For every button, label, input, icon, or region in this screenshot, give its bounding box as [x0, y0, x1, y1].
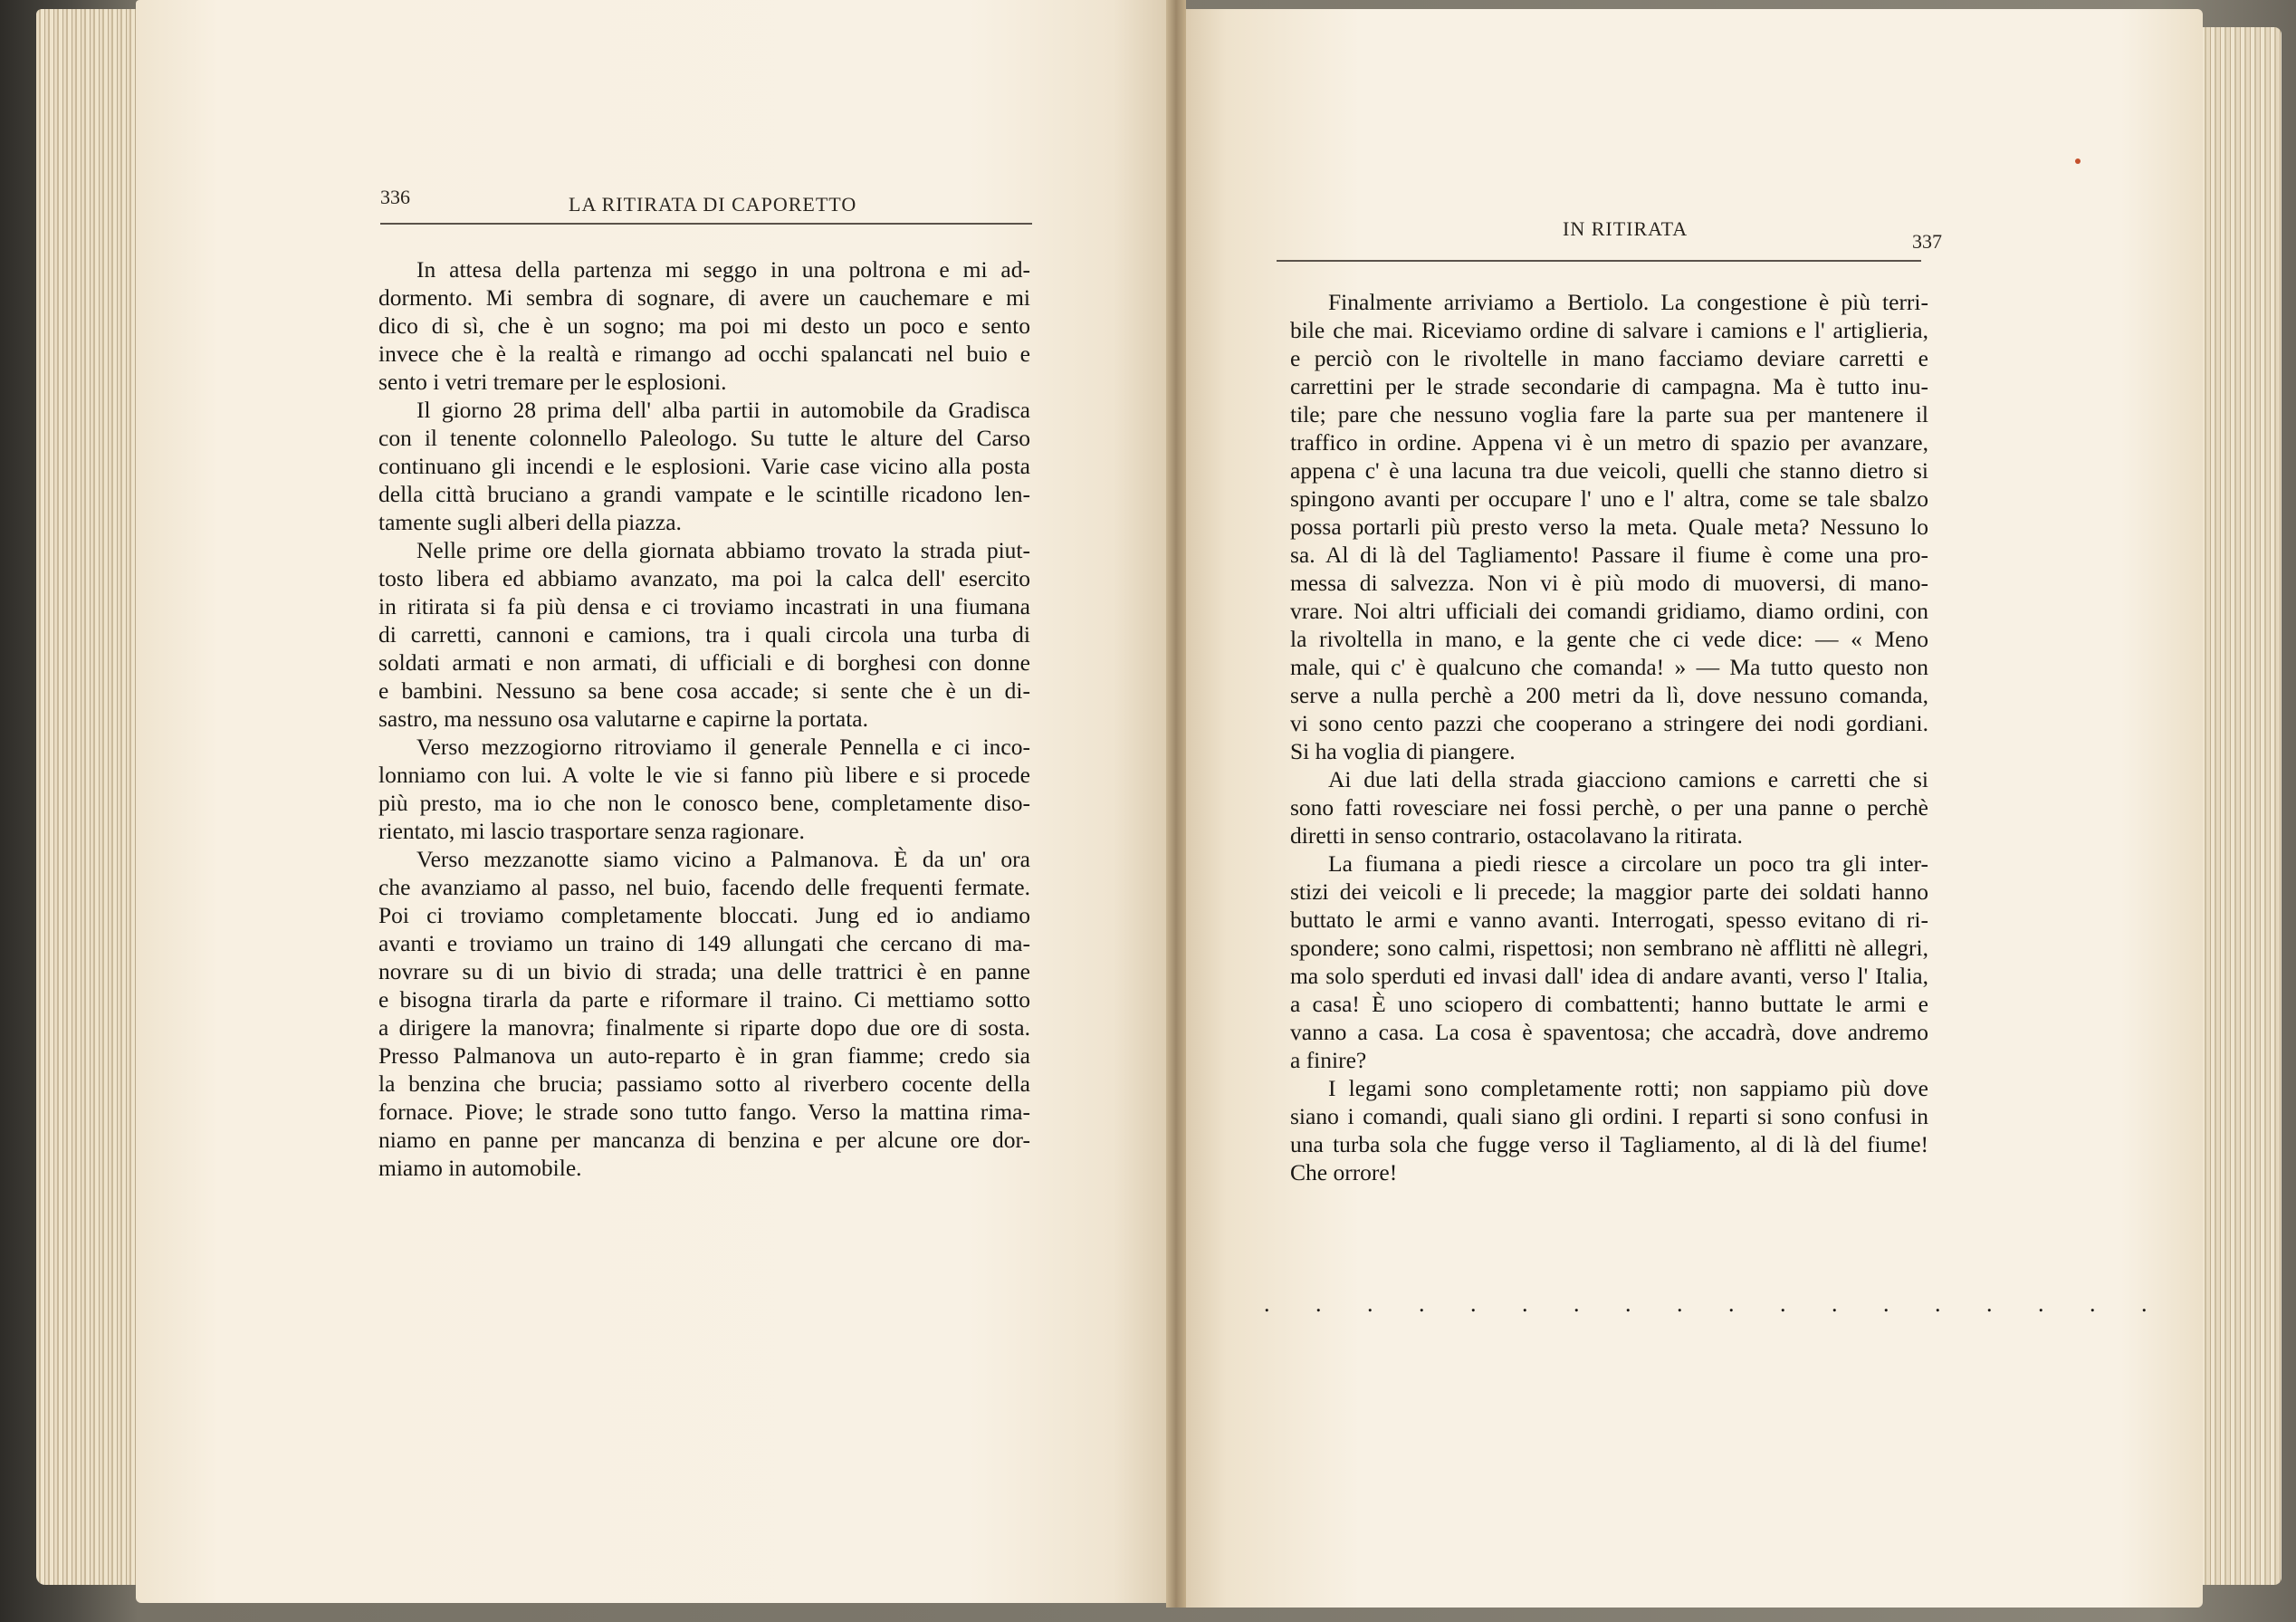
text-line: Verso mezzanotte siamo vicino a Palmanova. È da un' ora: [416, 846, 1030, 872]
left-page-body: [378, 255, 1030, 1182]
text-line: tamente sugli alberi della piazza.: [378, 509, 682, 535]
text-line: miamo in automobile.: [378, 1155, 582, 1181]
right-running-head: IN RITIRATA: [1563, 217, 1689, 240]
text-line: avanti e troviamo un traino di 149 allungati che cercano di ma-: [378, 930, 1030, 956]
text-line: di carretti, cannoni e camions, tra i quali circola una turba di: [378, 621, 1030, 648]
text-line: possa portarli più presto verso la meta. Quale meta? Nessuno lo: [1290, 513, 1928, 540]
left-page-number: 336: [380, 186, 410, 208]
paper-speck: [2075, 158, 2081, 164]
text-line: stizi dei veicoli e li precede; la maggior parte dei soldati hanno: [1290, 878, 1928, 905]
text-line: dico di sì, che è un sogno; ma poi mi desto un poco e sento: [378, 312, 1030, 339]
text-line: spingono avanti per occupare l' uno e l' altra, come se tale sbalzo: [1290, 485, 1928, 512]
text-line: fornace. Piove; le strade sono tutto fango. Verso la mattina rima-: [378, 1099, 1030, 1125]
ellipsis-dots: . . . . . . . . . . . . . . . . . .: [1264, 1291, 2167, 1317]
text-line: la benzina che brucia; passiamo sotto al riverbero cocente della: [378, 1070, 1030, 1097]
right-page-number: 337: [1912, 230, 1942, 253]
text-line: sa. Al di là del Tagliamento! Passare il fiume è come una pro-: [1290, 542, 1928, 568]
text-line: dormento. Mi sembra di sognare, di avere un cauchemare e mi: [378, 284, 1030, 311]
text-line: ma solo sperduti ed invasi dall' idea di andare avanti, verso l' Italia,: [1290, 963, 1928, 989]
text-line: I legami sono completamente rotti; non sappiamo più dove: [1328, 1075, 1928, 1101]
text-line: bile che mai. Riceviamo ordine di salvare i camions e l' artiglieria,: [1290, 317, 1928, 343]
text-line: buttato le armi e vanno avanti. Interrogati, spesso evitano di ri-: [1290, 907, 1928, 933]
text-line: carrettini per le strade secondarie di campagna. Ma è tutto inu-: [1290, 373, 1928, 399]
text-line: Presso Palmanova un auto-reparto è in gran fiamme; credo sia: [378, 1042, 1030, 1069]
text-line: invece che è la realtà e rimango ad occhi spalancati nel buio e: [378, 341, 1030, 367]
text-line: La fiumana a piedi riesce a circolare un poco tra gli inter-: [1328, 850, 1928, 877]
text-line: Il giorno 28 prima dell' alba partii in automobile da Gradisca: [416, 397, 1030, 423]
text-line: in ritirata si fa più densa e ci troviamo incastrati in una fiumana: [378, 593, 1030, 619]
text-line: tile; pare che nessuno voglia fare la parte sua per mantenere il: [1290, 401, 1928, 427]
text-line: In attesa della partenza mi seggo in una poltrona e mi ad-: [416, 256, 1030, 283]
text-line: Si ha voglia di piangere.: [1290, 738, 1516, 764]
text-line: niamo en panne per mancanza di benzina e per alcune ore dor-: [378, 1127, 1030, 1153]
text-line: serve a nulla perchè a 200 metri da lì, dove nessuno comanda,: [1290, 682, 1928, 708]
text-line: e bambini. Nessuno sa bene cosa accade; si sente che è un di-: [378, 677, 1030, 704]
right-page-edges: [2191, 27, 2282, 1585]
text-line: che avanziamo al passo, nel buio, facendo delle frequenti fermate.: [378, 874, 1030, 900]
text-line: con il tenente colonnello Paleologo. Su tutte le alture del Carso: [378, 425, 1030, 451]
text-line: e bisogna tirarla da parte e riformare il traino. Ci mettiamo sotto: [378, 986, 1030, 1013]
left-running-head: LA RITIRATA DI CAPORETTO: [569, 193, 857, 216]
text-line: appena c' è una lacuna tra due veicoli, quelli che stanno dietro si: [1290, 457, 1928, 484]
text-line: diretti in senso contrario, ostacolavano la ritirata.: [1290, 822, 1743, 849]
text-line: male, qui c' è qualcuno che comanda! » — Ma tutto questo non: [1290, 654, 1928, 680]
text-line: a dirigere la manovra; finalmente si riparte dopo due ore di sosta.: [378, 1014, 1030, 1041]
text-line: sono fatti rovesciare nei fossi perchè, o per una panne o perchè: [1290, 794, 1928, 821]
text-line: e perciò con le rivoltelle in mano facciamo deviare carretti e: [1290, 345, 1928, 371]
text-line: Poi ci troviamo completamente bloccati. Jung ed io andiamo: [378, 902, 1030, 928]
text-line: Che orrore!: [1290, 1159, 1398, 1185]
text-line: messa di salvezza. Non vi è più modo di muoversi, di mano-: [1290, 570, 1928, 596]
text-line: soldati armati e non armati, di ufficiali e di borghesi con donne: [378, 649, 1030, 676]
text-line: siano i comandi, quali siano gli ordini. I reparti si sono confusi in: [1290, 1103, 1928, 1129]
text-line: lonniamo con lui. A volte le vie si fanno più libere e si procede: [378, 762, 1030, 788]
book-gutter: [1166, 0, 1186, 1608]
text-line: rientato, mi lascio trasportare senza ragionare.: [378, 818, 805, 844]
text-line: continuano gli incendi e le esplosioni. Varie case vicino alla posta: [378, 453, 1030, 479]
text-line: sento i vetri tremare per le esplosioni.: [378, 369, 727, 395]
text-line: spondere; sono calmi, rispettosi; non sembrano nè afflitti nè allegri,: [1290, 935, 1928, 961]
text-line: traffico in ordine. Appena vi è un metro di spazio per avanzare,: [1290, 429, 1928, 456]
text-line: più presto, ma io che non le conosco bene, completamente diso-: [378, 790, 1030, 816]
text-line: Finalmente arriviamo a Bertiolo. La congestione è più terri-: [1328, 289, 1928, 315]
text-line: Nelle prime ore della giornata abbiamo trovato la strada piut-: [416, 537, 1030, 563]
text-line: Ai due lati della strada giacciono camions e carretti che si: [1328, 766, 1928, 792]
left-header-rule: [380, 223, 1032, 225]
text-line: novrare su di un bivio di strada; una delle trattrici è en panne: [378, 958, 1030, 984]
text-line: la rivoltella in mano, e la gente che ci vede dice: — « Meno: [1290, 626, 1928, 652]
text-line: sastro, ma nessuno osa valutarne e capirne la portata.: [378, 705, 868, 732]
text-line: vanno a casa. La cosa è spaventosa; che accadrà, dove andremo: [1290, 1019, 1928, 1045]
text-line: tosto libera ed abbiamo avanzato, ma poi la calca dell' esercito: [378, 565, 1030, 591]
right-header-rule: [1277, 260, 1921, 262]
text-line: Verso mezzogiorno ritroviamo il generale Pennella e ci inco-: [416, 734, 1030, 760]
text-line: una turba sola che fugge verso il Tagliamento, al di là del fiume!: [1290, 1131, 1928, 1157]
right-page-body: [1290, 288, 1928, 1186]
text-line: vi sono cento pazzi che cooperano a stringere dei nodi gordiani.: [1290, 710, 1928, 736]
text-line: a casa! È uno sciopero di combattenti; hanno buttate le armi e: [1290, 991, 1928, 1017]
text-line: della città bruciano a grandi vampate e le scintille ricadono len-: [378, 481, 1030, 507]
text-line: a finire?: [1290, 1047, 1367, 1073]
text-line: vrare. Noi altri ufficiali dei comandi gridiamo, diamo ordini, con: [1290, 598, 1928, 624]
